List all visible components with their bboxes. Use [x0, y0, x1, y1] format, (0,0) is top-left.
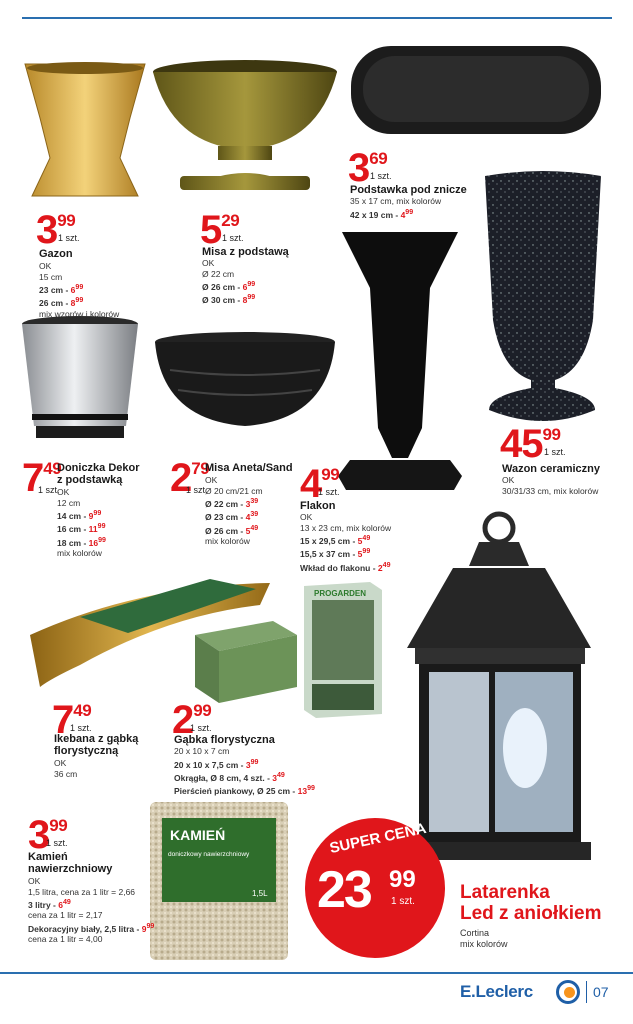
kamien-pack-vol: 1,5L: [252, 889, 268, 898]
progarden-label: PROGARDEN: [314, 589, 367, 598]
wazon-price: 4599 1 szt.: [500, 422, 566, 466]
progarden-image: [300, 580, 385, 720]
flakon-price: 499 1 szt.: [300, 462, 340, 506]
flakon-desc: OK 13 x 23 cm, mix kolorów 15 x 29,5 cm - $5^{49}$ 15,5 x 37 cm - $5^{99}$ Wkład do flakonu - $2^{49}$: [300, 512, 392, 573]
gabka-image: [185, 605, 303, 705]
kamien-image: [148, 800, 290, 962]
kamien-desc: OK 1,5 litra, cena za 1 litr = 2,66 3 litry - $6^{49}$ cena za 1 litr = 2,17 Dekoracyjny biały, 2,5 litra - $9^{99}$ cena za 1 litr = 4,00: [28, 876, 155, 945]
ikebana-price: 749 1 szt.: [52, 698, 92, 742]
doniczka-name: Doniczka Dekor z podstawką: [57, 462, 140, 486]
misa-desc: OK Ø 22 cm Ø 26 cm - $6^{99}$ Ø 30 cm - $8^{99}$: [202, 258, 256, 306]
gazon-price: 399 1 szt.: [36, 208, 80, 252]
wazon-desc: OK 30/31/33 cm, mix kolorów: [502, 475, 599, 496]
flakon-name: Flakon: [300, 500, 336, 512]
super-cena-badge: [305, 818, 445, 958]
page-number: 07: [593, 984, 609, 1000]
kamien-pack-title: KAMIEŃ: [170, 827, 226, 843]
latarenka-price-dec: 99: [389, 866, 416, 893]
misa-name: Misa z podstawą: [202, 246, 289, 258]
page-separator: [586, 981, 587, 1003]
gazon-desc: OK 15 cm 23 cm - $6^{99}$ 26 cm - $8^{99}$ mix wzorów i kolorów: [39, 261, 120, 319]
flakon-image: [330, 228, 470, 496]
podstawka-image: [345, 40, 610, 140]
podstawka-desc: 35 x 17 cm, mix kolorów 42 x 19 cm - $4^{99}$: [350, 196, 442, 220]
doniczka-price: 749 1 szt.: [22, 456, 62, 500]
misa-aneta-name: Misa Aneta/Sand: [205, 462, 293, 474]
latarenka-price-int: 23: [317, 861, 371, 919]
podstawka-name: Podstawka pod znicze: [350, 184, 467, 196]
leclerc-logo-icon: [556, 980, 580, 1004]
latarenka-name: Latarenka Led z aniołkiem: [460, 882, 602, 924]
gabka-desc: 20 x 10 x 7 cm 20 x 10 x 7,5 cm - $3^{99}$ Okrągła, Ø 8 cm, 4 szt. - $3^{49}$ Pierścień piankowy, Ø 25 cm - $13^{99}$: [174, 746, 315, 796]
misa-aneta-image: [152, 330, 338, 430]
bottom-rule: [0, 972, 633, 974]
brand-name: E.Leclerc: [460, 982, 533, 1001]
kamien-pack-sub: doniczkowy nawierzchniowy: [168, 851, 250, 858]
gabka-name: Gąbka florystyczna: [174, 734, 275, 746]
super-cena-label: SUPER CENA: [328, 819, 428, 858]
gabka-price: 299 1 szt.: [172, 698, 212, 742]
wazon-image: [475, 170, 610, 435]
misa-aneta-desc: OK Ø 20 cm/21 cm Ø 22 cm - $3^{39}$ Ø 23 cm - $4^{39}$ Ø 26 cm - $5^{49}$ mix kolorów: [205, 475, 263, 546]
doniczka-desc: OK 12 cm 14 cm - $9^{99}$ 16 cm - $11^{99}$ 18 cm - $16^{99}$ mix kolorów: [57, 487, 106, 558]
top-rule: [22, 17, 612, 19]
ikebana-name: Ikebana z gąbką florystyczną: [54, 733, 139, 757]
misa-price: 529 1 szt.: [200, 208, 244, 252]
misa-image: [150, 58, 340, 198]
kamien-price: 399 1 szt.: [28, 813, 68, 857]
wazon-name: Wazon ceramiczny: [502, 463, 601, 475]
ikebana-desc: OK 36 cm: [54, 758, 78, 779]
podstawka-price: 369 1 szt.: [348, 146, 392, 190]
latarenka-unit: 1 szt.: [391, 896, 415, 907]
kamien-name: Kamień nawierzchniowy: [28, 851, 113, 875]
gazon-image: [20, 58, 150, 200]
doniczka-image: [18, 314, 143, 444]
gazon-name: Gazon: [39, 248, 73, 260]
latarenka-desc: Cortina mix kolorów: [460, 928, 508, 949]
misa-aneta-price: 279 1 szt.: [170, 456, 210, 500]
